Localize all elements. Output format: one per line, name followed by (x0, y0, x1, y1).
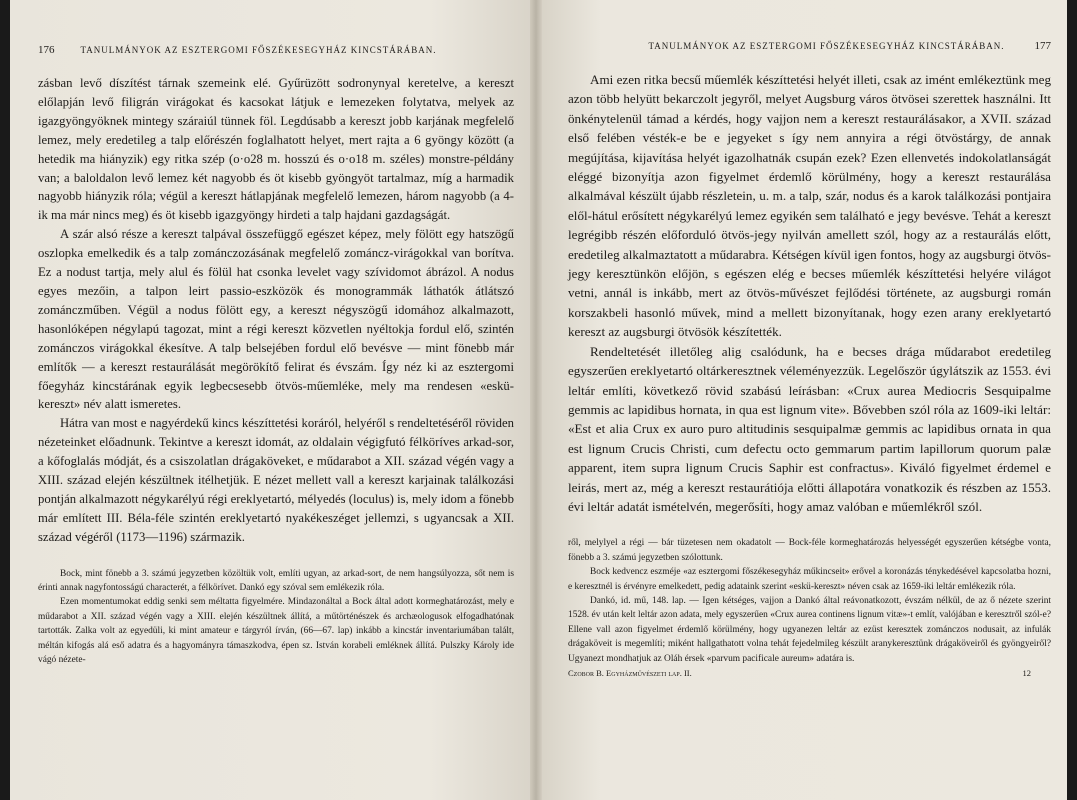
left-footnote-1: Bock, mint fönebb a 3. számú jegyzetben közöltük volt, említi ugyan, az arkad-sort, de nem hangsúlyozza, sőt nem is érinti annak nagyfontosságú characterét, a félkörívet. Dankó egy szóval sem emlékezik róla. (38, 568, 514, 594)
left-footnote-2: Ezen momentumokat eddig senki sem méltatta figyelmére. Mindazonáltal a Bock által adott kormeghatározást, mely e műdarabot a XII. század végén vagy a XIII. elején készültnek állítá, a műtörténészek és archæologusok elfogadhatónak tartották. Zalka volt az egyedüli, ki mint amateur e tárgyról írván, (66—67. lap) inkább a kincstár inventariumában talált, méltán kifogás alá eső adatra és a hagyományra támaszkodva, épen sz. István korabeli emléknek állítá. Pulszky Károly ide vágó nézete- (38, 597, 514, 666)
left-footnotes (38, 563, 514, 668)
gathering-number: 12 (1022, 668, 1031, 678)
right-paragraph-2: Rendeltetését illetőleg alig csalódunk, ha e becses drága műdarabot eredetileg egyszerűen ereklyetartó oltárkeresztnek véleményezzük. Legelőször úgylátszik az 1553. évi leltár említi, következő rövid szabású leírásban: «Crux aurea Mediocris Sesquipalme gemmis ac lapidibus hornata, in qua est lignum vite». Bővebben szól róla az 1609-iki leltár: «Est et alia Crux ex auro puro altitudinis sesquipalmæ gemmis ac lapidibus ornata in qua est lignum Crucis Christi, cum defectu octo gemmarum partim lapillorum quorum palæ apparent, item supra lignum Crucis Saphir est confractus». Kiváló figyelmet érdemel e leirás, mert az, még a kereszt restaurátiója előtti állapotára vonatkozik és részben az 1553. évi leltár adatát ismételvén, megerősíti, hogy amaz valóban e műemlékről szól. (568, 343, 1051, 514)
right-running-title: TANULMÁNYOK AZ ESZTERGOMI FŐSZÉKESEGYHÁZ KINCSTÁRÁBAN. (648, 41, 1005, 51)
right-footnotes (568, 536, 1051, 666)
book-gutter (530, 0, 542, 800)
left-page-number: 176 (38, 44, 55, 56)
right-paragraph-1: Ami ezen ritka becsű műemlék készíttetési helyét illeti, csak az imént emlékeztünk meg azon több helyütt bekarczolt jegyről, melyet Augsburg város ötvösei szerettek használni. Itt önkénytelenül támad a kérdés, hogy vajjon nem a kereszt restaurálásakor, a XVII. század első felében vésték-e be e jegyeket s így nem annyira a régi ötvöstárgy, de annak megújítása, kijavítása helyét igazolhatnák csupán ezek? Ezen ellenvetés indokolatlanságát eléggé bizonyítja azon figyelmet érdemlő körülmény, hogy a kereszt restaurálása alkalmával készült újabb részletein, u. m. a talp, szár, nodus és a karok találkozási pontjaira elől-hátul erősített négykarélyú lemez egyikén sem található e jegy bevésve. Tehát a kereszt legrégibb részén előforduló ötvös-jegy nyilván amellett szól, hogy az a restaurálás előtt, eredetileg alkalmaztatott a műdarabra. Kétségen kívül igen fontos, hogy az augsburgi ötvös-jegy keresztünkön előjön, s egészen elég e becses műemlék készíttetési helyére világot vetni, annál is inkább, mert az ötvös-művészet fejlődési története, az augsburgi román korszakbeli hasonló művek, mind a mellett bizonyítanak, hogy ezen arany ereklyetartó kereszt az augsburgi ötvösök készítették. (568, 72, 1051, 340)
left-paragraph-2: A szár alsó része a kereszt talpával összefüggő egészet képez, mely fölött egy hatszögű oszlopka emelkedik és a talp zománczozásának megfelelő zománcz-virágokkal van borítva. Ez a nodust tartja, mely alul és fölül hat csonka levelet vagy szívidomot ábrázol. A nodus egyes mezőin, a talpon leirt passio-eszközök és monogrammák láthatók átlátszó zománczműben. Végül a nodus fölött egy, a kereszt négyszögű idomához alkalmazott, hasonlóképen négylapú tagozat, mint a régi kereszt közvetlen nyéltokja fordul elő, szintén zománczos virágokkal ékesítve. A talp belsejében fordul elő bevésve — mint fönebb már említők — a kereszt restaurálását megörökítő felirat és évszám. Így néz ki az esztergomi főegyház kincstárának egyik legbecsesebb ötvös-műemléke, mely ma rendesen «eskü-kereszt» név alatt ismeretes. (38, 227, 514, 412)
left-paragraph-1: zásban levő díszítést tárnak szemeink elé. Gyűrüzött sodronynyal keretelve, a kereszt előlapján levő filigrán virágokat és kacsokat látjuk e lemezeken folytatva, melyek az igazgyöngyöknek mintegy száraiúl tünnek föl. Legdúsabb a kereszt jobb karjának megfelelő lemez, mely eredetileg a talp előrészén foglalhatott helyet, mert rajta a 6 gyöngy között (a hetedik ma hiányzik) egy ritka szép (o·o28 m. hosszú és o·o18 m. széles) monstre-példány van; a baloldalon levő lemez két nagyobb és öt kisebb gyöngyöt tartalmaz, míg a harmadik nagyobb hiányzik róla; végül a kereszt hátlapjának megfelelő lemezen, három nagyobb (a 4-ik ma már nincs meg) és öt kisebb igazgyöngy hirdeti a talp hajdani gazdagságát. (38, 76, 514, 223)
left-page (0, 0, 536, 800)
right-page (536, 0, 1077, 800)
signature-line (568, 668, 1051, 678)
left-scan-edge (0, 0, 10, 800)
printer-signature: Czobor B. Egyházművészeti lap. II. (568, 668, 692, 678)
right-footnote-2: Bock kedvencz eszméje «az esztergomi főszékesegyház műkincseit» erővel a koronázás ténykedésével kapcsolatba hozni, e keresztnél is érvényre emelkedett, pedig adataink szerint «eskü-kereszt» néven csak az 1659-iki leltár emlékezik róla. (568, 567, 1051, 592)
left-running-title: TANULMÁNYOK AZ ESZTERGOMI FŐSZÉKESEGYHÁZ KINCSTÁRÁBAN. (80, 45, 437, 55)
left-running-head (38, 44, 514, 58)
left-body-text (38, 74, 514, 547)
right-scan-edge (1067, 0, 1077, 800)
right-footnote-3: Dankó, id. mű, 148. lap. — Igen kétséges, vajjon a Dankó által reávonatkozott, évszám nélkül, de az ő nézete szerint 1528. év után kelt leltár azon adata, mely egyszerűen «Crux aurea continens lignum vitæ»-t említ, valójában e keresztről szól-e? Ellene vall azon figyelmet érdemlő körülmény, hogy ugyanezen leltár az ezüst keresztek zománczos nodusait, az infulák drágaköveit is megemlíti; miként hallgathatott volna tehát fejedelmileg készült aranykeresztünk drágaköveiről és gyöngyeiről? Ugyanezt mondhatjuk az Oláh érsek «parvum pacificale aureum» adatára is. (568, 595, 1051, 664)
left-paragraph-3: Hátra van most e nagyérdekű kincs készíttetési koráról, helyéről s rendeltetéséről röviden nézeteinket előadnunk. Tekintve a kereszt idomát, az oldalain végigfutó félköríves arkad-sor, a kőfoglalás módját, és a csiszolatlan drágaköveket, e műdarabot a XII. század végén vagy a XIII. század elején készültnek itélhetjük. E nézet mellett vall a kereszt karjainak találkozási pontján alkalmazott négykarélyú régi ereklyetartó, mélyedés (loculus) is, mely idom a fönebb már említett III. Béla-féle szintén ereklyetartó nyakékeszéget jellemzi, s ugyancsak a XII. század végéről (1173—1196) származik. (38, 416, 514, 544)
right-body-text (568, 70, 1051, 516)
right-page-number: 177 (1034, 40, 1051, 52)
right-footnote-1: ről, melylyel a régi — bár tüzetesen nem okadatolt — Bock-féle kormeghatározás helyességét egyszerűen kétségbe vonta, fönebb a 3. számú jegyzetben szólottunk. (568, 538, 1051, 563)
right-running-head (568, 40, 1051, 54)
